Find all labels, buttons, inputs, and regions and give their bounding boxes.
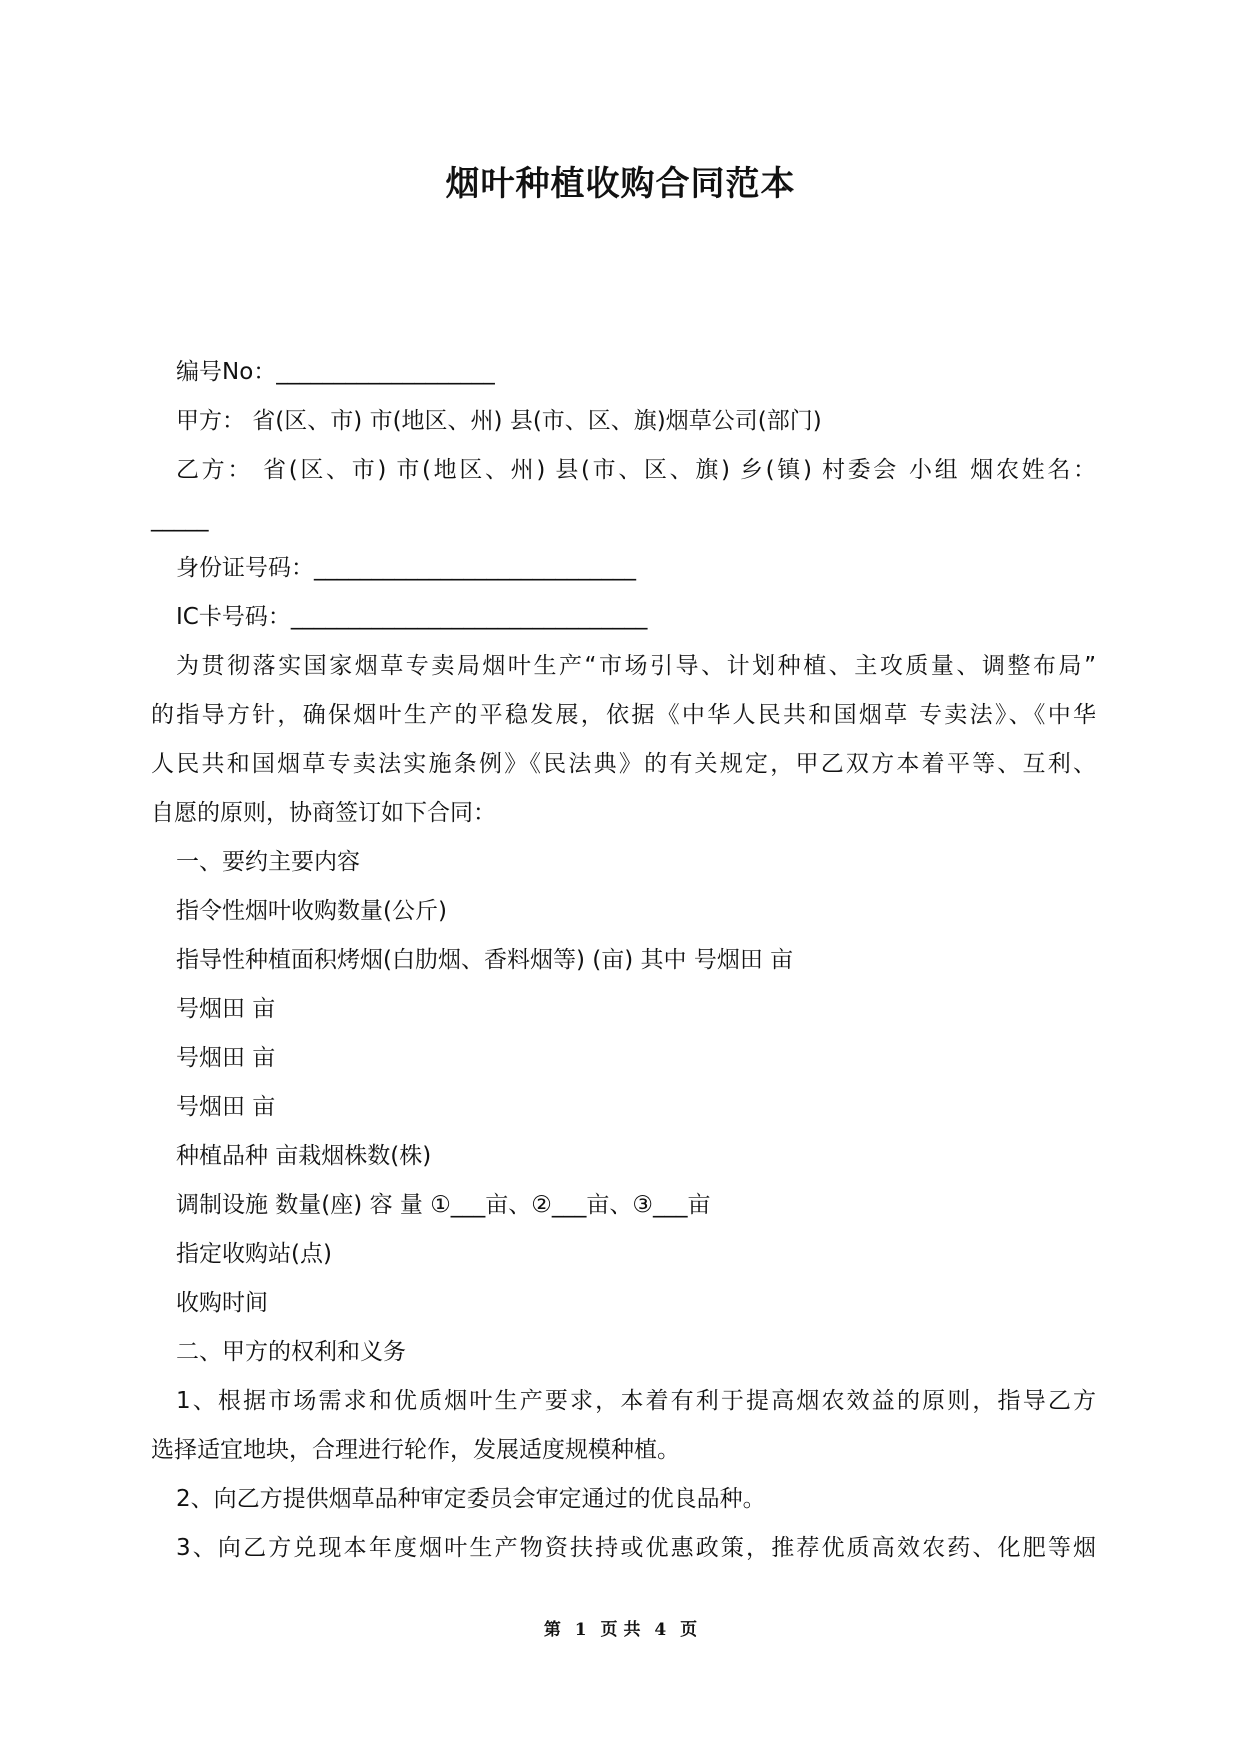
text-line: 编号No：___________________ — [176, 359, 495, 385]
text-line: 3、向乙方兑现本年度烟叶生产物资扶持或优惠政策，推荐优质高效农药、化肥等烟 — [176, 1535, 1096, 1561]
text-line: 号烟田 亩 — [176, 1094, 276, 1120]
text-line: _____ — [151, 506, 209, 532]
text-line: 一、要约主要内容 — [176, 849, 360, 875]
page-footer — [0, 1615, 1241, 1640]
text-line: 自愿的原则，协商签订如下合同： — [151, 800, 496, 826]
footer-suffix: 页 — [680, 1620, 698, 1640]
footer-total-pages: 4 — [654, 1620, 667, 1640]
document-body — [151, 348, 1096, 1573]
text-line: 选择适宜地块，合理进行轮作，发展适度规模种植。 — [151, 1437, 680, 1463]
text-line: 种植品种 亩栽烟株数(株) — [176, 1143, 432, 1169]
text-line: 调制设施 数量(座) 容 量 ①___亩、②___亩、③___亩 — [176, 1192, 711, 1218]
text-line: 1、根据市场需求和优质烟叶生产要求，本着有利于提高烟农效益的原则，指导乙方 — [176, 1388, 1096, 1414]
text-line: 指定收购站(点) — [176, 1241, 332, 1267]
text-line: 2、向乙方提供烟草品种审定委员会审定通过的优良品种。 — [176, 1486, 766, 1512]
footer-page-number: 1 — [574, 1620, 587, 1640]
text-line: 指令性烟叶收购数量(公斤) — [176, 898, 447, 924]
text-line: 号烟田 亩 — [176, 1045, 276, 1071]
text-line: 二、甲方的权利和义务 — [176, 1339, 406, 1365]
text-line: 为贯彻落实国家烟草专卖局烟叶生产“市场引导、计划种植、主攻质量、调整布局” — [176, 653, 1096, 679]
document-title: 烟叶种植收购合同范本 — [445, 164, 796, 204]
text-line: 的指导方针，确保烟叶生产的平稳发展，依据《中华人民共和国烟草 专卖法》、《中华 — [151, 702, 1096, 728]
text-line: 指导性种植面积烤烟(白肋烟、香料烟等) (亩) 其中 号烟田 亩 — [176, 947, 794, 973]
text-line: 甲方： 省(区、市) 市(地区、州) 县(市、区、旗)烟草公司(部门) — [176, 408, 822, 434]
footer-prefix: 第 — [543, 1620, 561, 1640]
text-line: 乙方： 省(区、市) 市(地区、州) 县(市、区、旗) 乡(镇) 村委会 小组 烟农姓名： — [176, 457, 1096, 483]
text-line: 身份证号码：____________________________ — [176, 555, 636, 581]
text-line: 人民共和国烟草专卖法实施条例》《民法典》的有关规定，甲乙双方本着平等、互利、 — [151, 751, 1096, 777]
text-line: 号烟田 亩 — [176, 996, 276, 1022]
text-line: IC卡号码：_______________________________ — [176, 604, 648, 630]
footer-middle: 页 共 — [600, 1620, 641, 1640]
text-line: 收购时间 — [176, 1290, 268, 1316]
